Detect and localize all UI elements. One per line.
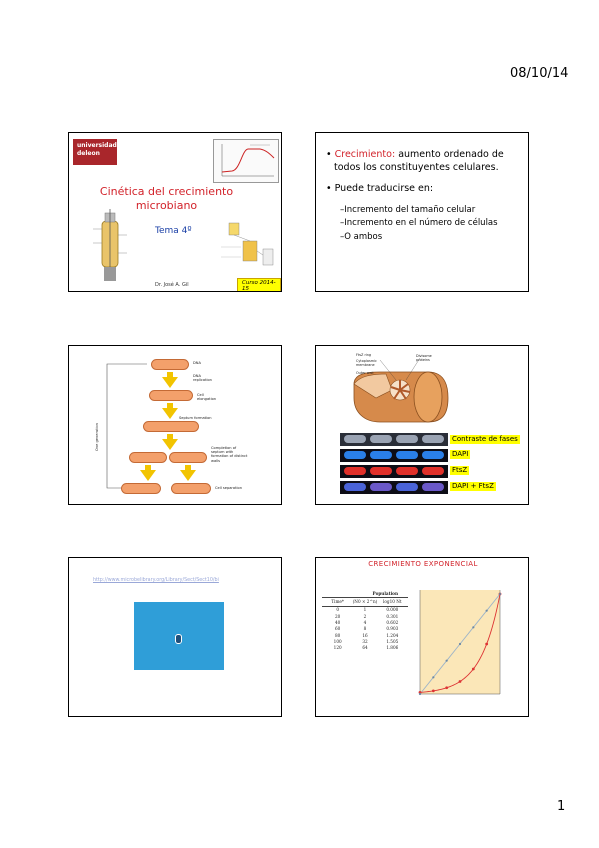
log-series-point [432,676,434,678]
slide-binary-fission [68,345,282,505]
column-header: log10 Nt [383,598,402,604]
subitem: –Incremento en el número de células [340,218,498,228]
table-header-row [322,599,408,605]
label-elongation: Cell elongation [197,393,217,402]
label-dna: DNA [193,361,201,365]
bacterium-icon [175,634,182,644]
log-series-point [486,610,488,612]
fermenter-illustration [93,209,127,285]
subitem-text: Incremento en el número de células [344,218,498,228]
video-link[interactable]: http://www.microbelibrary.org/Library/Sect/Sect10/bi [93,578,219,583]
table-cell: 60 [334,626,341,632]
slide-title [68,132,282,292]
cell-separated-right [171,483,211,494]
table-cell: 100 [333,638,342,644]
linear-series-point [432,689,435,692]
subitem-text: O ambos [344,231,383,242]
micrograph-phase-contrast [340,433,448,446]
bullet-traducirse: • Puede traducirse en: [326,183,434,194]
slide1-course-badge: Curso 2014-15 [237,278,281,292]
table-cell: 4 [363,620,367,626]
cell-initial [151,359,189,370]
label-ftsz-ring: FtsZ ring [356,353,372,357]
chemostat-illustration [219,221,277,273]
log-series-point [446,660,448,662]
slide-video [68,557,282,717]
bullet-crecimiento: • Crecimiento: aumento ordenado de todos los constituyentes celulares. [326,149,504,173]
table-cell: 80 [334,632,341,638]
cell-daughter-left [129,452,167,463]
definition-text: aumento ordenado de todos los constituyentes celulares. [334,149,504,173]
table-cell: 40 [334,620,341,626]
label-separation: Cell separation [215,486,242,490]
step-arrow [140,470,156,481]
growth-curve-thumbnail [213,139,279,183]
page-number: 1 [557,799,566,814]
growth-chart [410,580,516,706]
step-arrow [180,470,196,481]
linear-series-point [485,643,488,646]
cell-replicated [149,390,193,401]
label-completion: Completion of septum with formation of distinct walls [211,446,248,463]
slide-ftsz [315,345,529,505]
step-arrow [162,377,178,388]
slide6-title: CRECIMIENTO EXPONENCIAL [368,560,478,568]
subitem-text: Incremento del tamaño celular [344,204,476,215]
cell-septum [143,421,199,432]
linear-series-point [459,680,462,683]
micrograph-merge [340,481,448,494]
label-divisome: Divisome proteins [416,354,432,362]
log-series-point [499,593,501,595]
table-cell: 64 [362,645,368,651]
term-crecimiento: Crecimiento: [334,149,396,160]
linear-series-point [445,686,448,689]
label-septum: Septum formation [179,416,212,420]
cell-daughter-right [169,452,207,463]
population-table [322,591,408,652]
table-cell: 0.301 [386,613,399,619]
table-body [322,607,408,651]
table-header-population: Population [372,591,398,596]
university-logo [73,139,117,165]
table-rule [322,597,408,598]
step-arrow [162,439,178,450]
subitem: –Incremento del tamaño celular [340,204,476,215]
column-header: Time* [331,598,344,604]
table-row [322,645,408,651]
table-cell: 1 [363,607,367,613]
slide-definition [315,132,529,292]
linear-series-point [472,668,475,671]
logo-line-2: deleon [77,150,100,157]
table-cell: 8 [363,626,367,632]
micrograph-dapi [340,449,448,462]
log-series-point [419,693,421,695]
subitem: –O ambos [340,231,383,242]
table-cell: 32 [362,638,368,644]
tag-phase-contrast: Contraste de fases [452,435,518,443]
slide1-topic: Tema 4º [155,226,192,236]
logo-line-1: universidad [77,142,117,149]
step-arrow [162,408,178,419]
table-cell: 0.903 [386,626,399,632]
table-cell: 0.602 [386,620,399,626]
table-cell: 20 [334,613,341,619]
table-cell: 1.204 [386,632,399,638]
table-cell: 120 [333,645,342,651]
bullet-traducirse-text: Puede traducirse en: [334,183,434,194]
micrograph-ftsz [340,465,448,478]
table-cell: 1.505 [386,638,399,644]
table-cell: 1.806 [386,645,399,651]
log-series-point [472,626,474,628]
slide1-author: Dr. José A. Gil [155,282,189,288]
log-series-point [459,643,461,645]
tag-ftsz: FtsZ [452,466,468,474]
tag-dapi: DAPI [452,450,469,458]
slide1-title: Cinética del crecimiento microbiano [99,185,234,212]
table-rule [322,606,408,607]
label-outer-wall: Outer wall [356,371,374,375]
generation-label: One generation [95,422,99,451]
page-date: 08/10/14 [510,66,569,81]
slide-exponential-growth [315,557,529,717]
cell-separated-left [121,483,161,494]
table-cell: 0 [336,607,339,613]
label-membrane: Cytoplasmic membrane [356,359,377,367]
label-replication: DNA replication [193,374,212,383]
tag-dapi-ftsz: DAPI + FtsZ [452,482,494,490]
table-cell: 16 [362,632,368,638]
definition-list [324,149,524,245]
table-cell: 0.000 [386,607,399,613]
column-header: (N0 × 2^n) [352,598,378,604]
table-cell: 2 [363,613,367,619]
